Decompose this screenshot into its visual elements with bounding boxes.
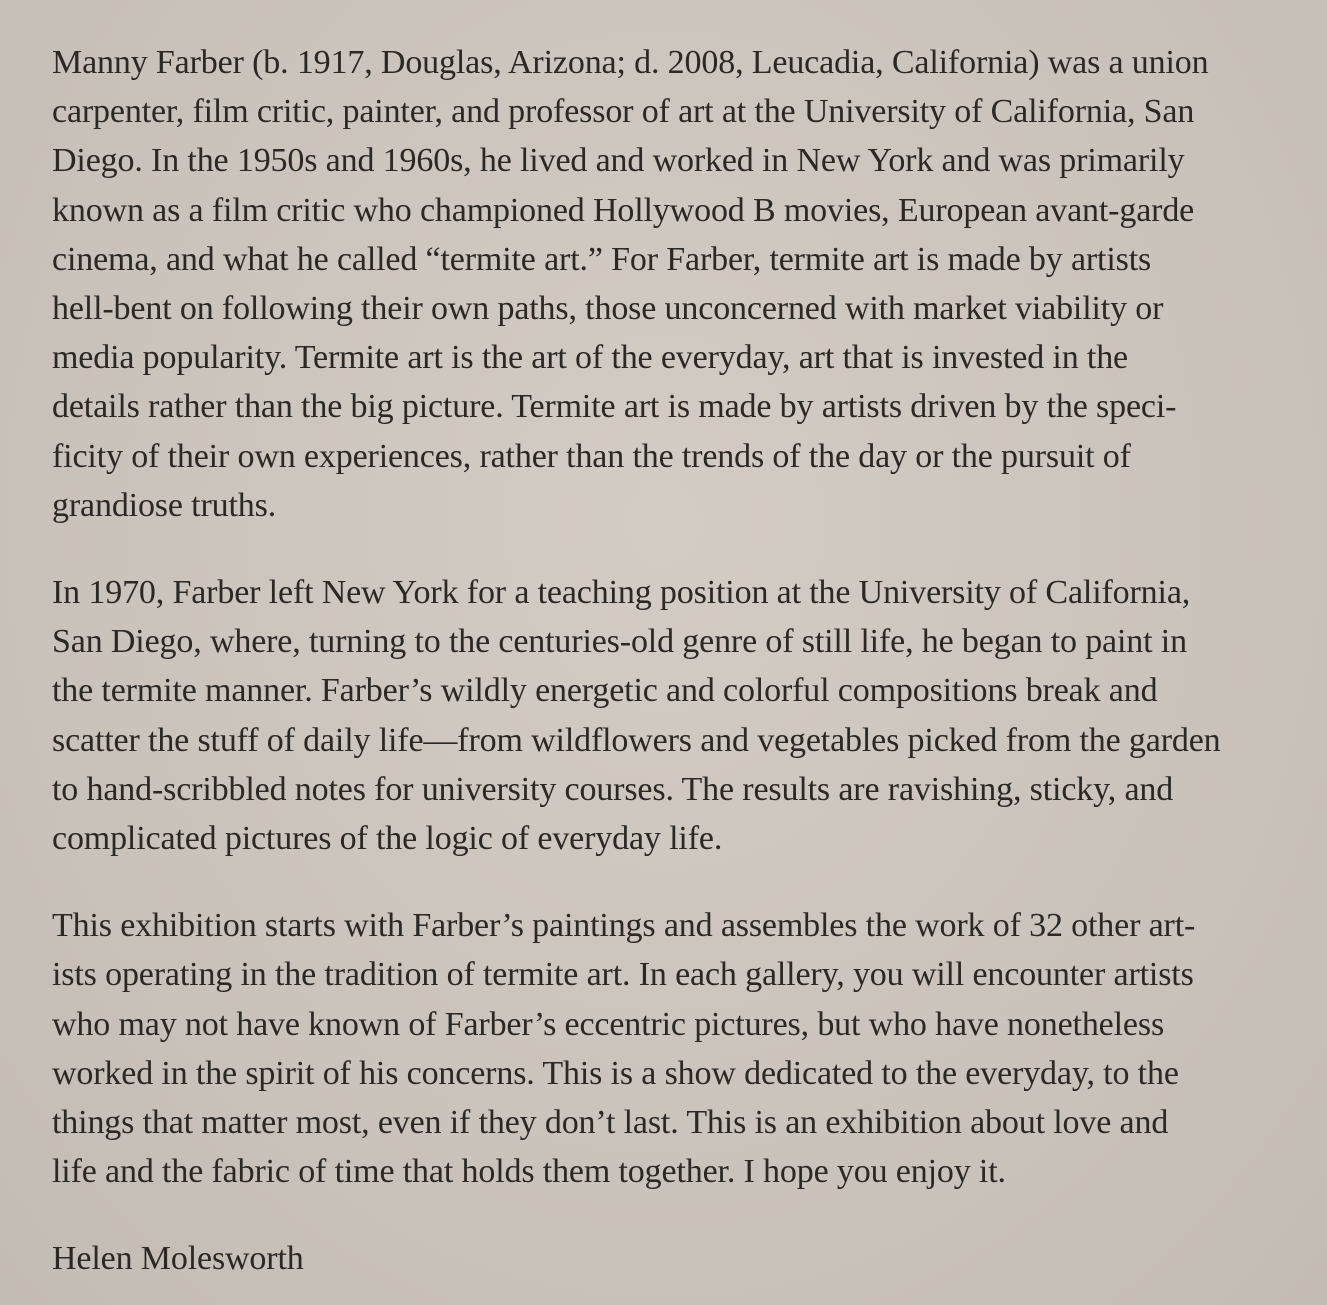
- text-line: life and the fabric of time that holds them together. I hope you enjoy it.: [52, 1153, 1006, 1191]
- text-line: scatter the stuff of daily life—from wildflowers and vegetables picked from the garden: [52, 721, 1221, 759]
- text-line: details rather than the big picture. Termite art is made by artists driven by the speci-: [52, 388, 1177, 426]
- text-line: carpenter, film critic, painter, and professor of art at the University of California, San: [52, 93, 1195, 131]
- text-line: cinema, and what he called “termite art.” For Farber, termite art is made by artists: [52, 240, 1152, 278]
- paragraph-2: [52, 568, 1287, 863]
- text-line: Diego. In the 1950s and 1960s, he lived and worked in New York and was primarily: [52, 142, 1185, 180]
- text-line: worked in the spirit of his concerns. This is a show dedicated to the everyday, to the: [52, 1054, 1179, 1092]
- text-line: complicated pictures of the logic of everyday life.: [52, 820, 723, 858]
- text-line: Manny Farber (b. 1917, Douglas, Arizona; d. 2008, Leucadia, California) was a union: [52, 44, 1209, 81]
- text-line: In 1970, Farber left New York for a teaching position at the University of California,: [52, 574, 1191, 612]
- text-line: known as a film critic who championed Hollywood B movies, European avant-garde: [52, 191, 1195, 229]
- text-line: the termite manner. Farber’s wildly energetic and colorful compositions break and: [52, 672, 1158, 710]
- text-line: things that matter most, even if they don’t last. This is an exhibition about love and: [52, 1104, 1169, 1142]
- text-line: ficity of their own experiences, rather than the trends of the day or the pursuit of: [52, 437, 1131, 475]
- text-line: media popularity. Termite art is the art of the everyday, art that is invested in the: [52, 339, 1128, 377]
- text-line: to hand-scribbled notes for university courses. The results are ravishing, sticky, and: [52, 770, 1174, 808]
- paragraph-3: [52, 901, 1287, 1196]
- text-line: San Diego, where, turning to the centuries-old genre of still life, he began to paint in: [52, 623, 1187, 661]
- text-line: hell-bent on following their own paths, those unconcerned with market viability or: [52, 290, 1164, 328]
- paragraph-1: [52, 38, 1287, 530]
- text-line: who may not have known of Farber’s eccentric pictures, but who have nonetheless: [52, 1005, 1165, 1043]
- text-line: This exhibition starts with Farber’s paintings and assembles the work of 32 other art-: [52, 907, 1196, 945]
- paragraph-spacer: [52, 530, 1287, 568]
- text-line: ists operating in the tradition of termite art. In each gallery, you will encounter artists: [52, 956, 1194, 994]
- paragraph-spacer: [52, 863, 1287, 901]
- text-line: grandiose truths.: [52, 486, 277, 524]
- author-signature: Helen Molesworth: [52, 1240, 304, 1278]
